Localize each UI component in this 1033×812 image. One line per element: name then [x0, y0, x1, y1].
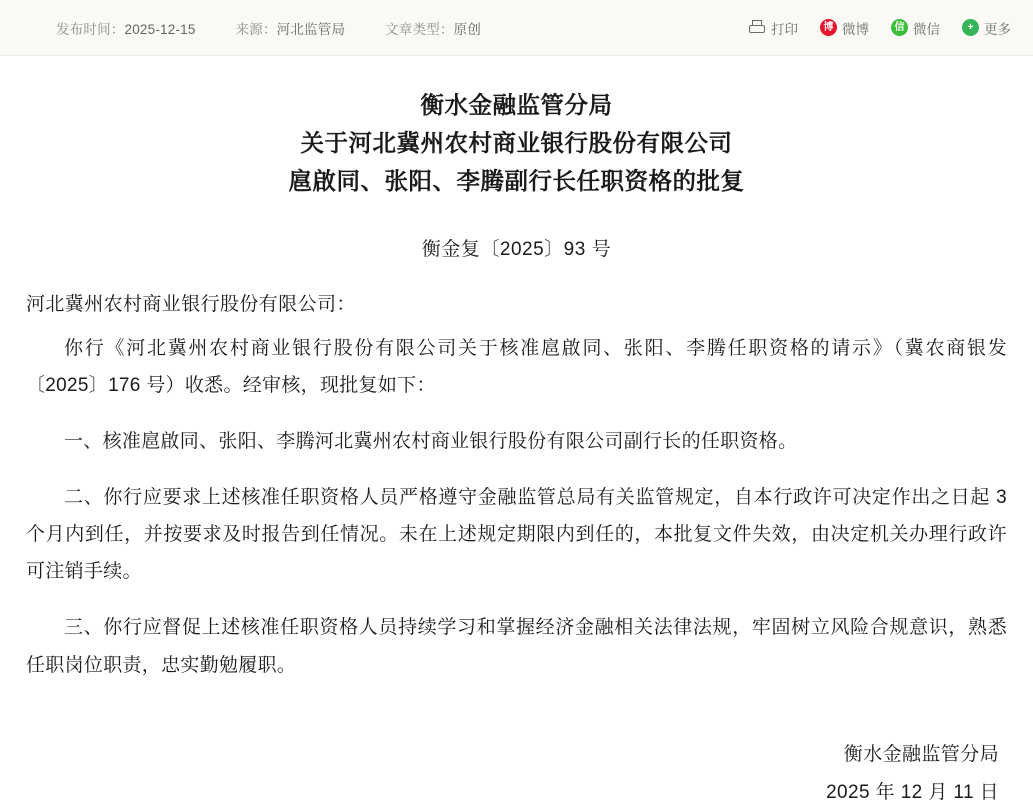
print-icon: [748, 20, 766, 36]
share-more-button[interactable]: [962, 18, 1011, 38]
title-line-2: 关于河北冀州农村商业银行股份有限公司: [300, 130, 733, 157]
publish-time: [56, 18, 196, 38]
document-body: [0, 56, 1033, 812]
paragraph-3: 二、你行应要求上述核准任职资格人员严格遵守金融监管总局有关监管规定，自本行政许可决定作出之日起 3 个月内到任，并按要求及时报告到任情况。未在上述规定期限内到任的，本批复文件失效，由决定机关办理行政许可注销手续。: [26, 487, 1007, 583]
sign-date: 2025 年 12 月 11 日: [826, 781, 999, 803]
page-title: [87, 86, 947, 200]
signer-name: 衡水金融监管分局: [843, 743, 999, 765]
article-type: [385, 18, 481, 38]
title-line-1: 衡水金融监管分局: [420, 92, 613, 118]
publish-time-value: 2025-12-15: [124, 21, 196, 37]
recipient-line: 河北冀州农村商业银行股份有限公司：: [26, 294, 356, 316]
print-button[interactable]: [748, 18, 798, 38]
title-line-3: 扈啟同、张阳、李腾副行长任职资格的批复: [288, 168, 745, 195]
share-group: [748, 18, 1011, 38]
source: [236, 18, 346, 38]
source-label: 来源：: [235, 21, 277, 37]
weibo-icon: 博: [820, 19, 837, 36]
paragraph-1: 你行《河北冀州农村商业银行股份有限公司关于核准扈啟同、张阳、李腾任职资格的请示》（冀农商银发〔2025〕176 号）收悉。经审核，现批复如下：: [26, 338, 1007, 397]
wechat-icon: 信: [891, 19, 908, 36]
print-label: 打印: [771, 21, 798, 37]
paragraph-4: 三、你行应督促上述核准任职资格人员持续学习和掌握经济金融相关法律法规，牢固树立风险合规意识，熟悉任职岗位职责，忠实勤勉履职。: [26, 617, 1007, 676]
signature-block: [26, 736, 1007, 812]
article-meta-bar: [0, 0, 1033, 56]
wechat-label: 微信: [913, 21, 940, 37]
weibo-label: 微博: [842, 21, 869, 37]
more-label: 更多: [984, 21, 1011, 37]
source-value: 河北监管局: [276, 21, 346, 37]
paragraph-2: 一、核准扈啟同、张阳、李腾河北冀州农村商业银行股份有限公司副行长的任职资格。: [64, 431, 798, 453]
article-type-value: 原创: [453, 21, 482, 37]
share-wechat-button[interactable]: [891, 18, 940, 38]
document-number: 衡金复〔2025〕93 号: [421, 239, 612, 261]
plus-icon: +: [962, 19, 979, 36]
article-type-label: 文章类型：: [385, 21, 454, 37]
publish-time-label: 发布时间：: [56, 21, 125, 37]
share-weibo-button[interactable]: [820, 18, 869, 38]
